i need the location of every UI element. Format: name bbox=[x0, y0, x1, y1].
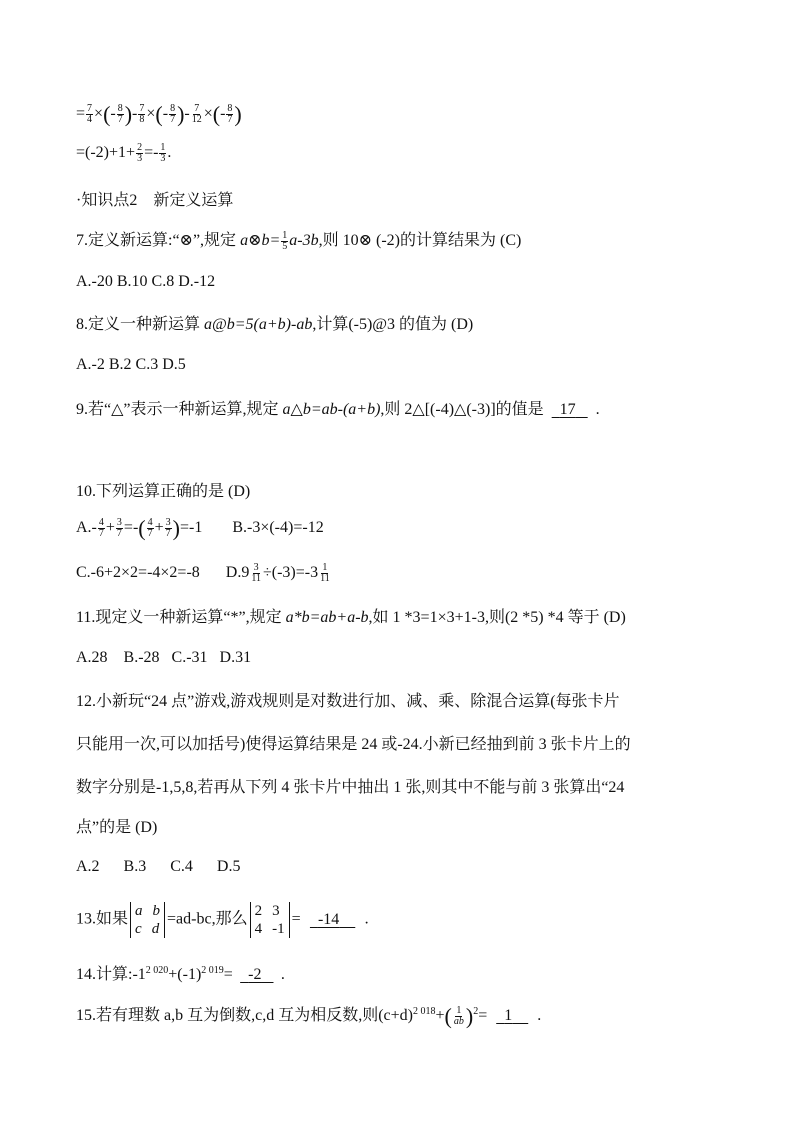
question-12-line-3: 数字分别是-1,5,8,若再从下列 4 张卡片中抽出 1 张,则其中不能与前 3 张算出“24 bbox=[76, 779, 625, 796]
fraction: $\frac{7}{4}$ bbox=[87, 102, 93, 125]
determinant: 2 3 4 -1 bbox=[250, 902, 290, 938]
question-13: 13.如果 a b c d =ad-bc,那么 2 3 4 -1 = -14 . bbox=[76, 903, 369, 937]
question-14: 14.计算$:-1^{2 020}+(-1)^{2 019}= -2$ . bbox=[76, 959, 285, 987]
fraction: $\frac{1}{3}$ bbox=[160, 141, 166, 164]
question-15: 15.若有理数 a,b 互为倒数,c,d 互为相反数,则$(c+d)^{2 018}+$( $\frac{1}{ab}$ )$^2$= 1 . bbox=[76, 1003, 542, 1029]
question-9: 9.若“△”表示一种新运算,规定 a△b=ab-(a+b),则 2△[(-4)△(-3)]的值是 17 . bbox=[76, 397, 600, 422]
option-b: B.-3×(-4)=-12 bbox=[232, 519, 324, 536]
question-7: 7.定义新运算:“⊗”,规定 a⊗b= $\frac{1}{5}$ a-3b,则 10⊗ (-2)的计算结果为 (C) bbox=[76, 229, 522, 252]
step-line-2: =(-2)+1+ $\frac{2}{3}$ =- $\frac{1}{3}$ . bbox=[76, 141, 172, 164]
question-12-line-1: 12.小新玩“24 点”游戏,游戏规则是对数进行加、减、乘、除混合运算(每张卡片 bbox=[76, 693, 620, 710]
question-10-options-cd: C.-6+2×2=-4×2=-8 D.9 $\frac{3}{11}$ ÷(-3)=-3 $\frac{1}{11}$ bbox=[76, 561, 330, 584]
answer-blank: 1 bbox=[504, 1007, 513, 1024]
question-11-options: A.28 B.-28 C.-31 D.31 bbox=[76, 649, 252, 666]
question-7-options: A.-20 B.10 C.8 D.-12 bbox=[76, 273, 216, 290]
question-12-line-2: 只能用一次,可以加括号)使得运算结果是 24 或-24.小新已经抽到前 3 张卡片上的 bbox=[76, 736, 631, 753]
question-8-options: A.-2 B.2 C.3 D.5 bbox=[76, 356, 186, 373]
answer-blank: -14 bbox=[317, 910, 340, 928]
determinant: a b c d bbox=[130, 902, 165, 938]
question-12-line-4: 点”的是 (D) bbox=[76, 819, 158, 836]
question-12-options: A.2 B.3 C.4 D.5 bbox=[76, 858, 241, 875]
fraction: $\frac{1}{5}$ bbox=[282, 229, 288, 252]
answer-blank: 17 bbox=[559, 401, 576, 418]
step-line-1: = $\frac{7}{4}$ ×(- $\frac{8}{7}$ )- $\frac{7}{8}$ ×(- $\frac{8}{7}$ )- $\frac{7}{12}$ ×(- $\frac{8}{7}$ ) bbox=[76, 101, 242, 127]
question-10: 10.下列运算正确的是 (D) bbox=[76, 483, 251, 500]
fraction: $\frac{2}{3}$ bbox=[137, 141, 143, 164]
question-8: 8.定义一种新运算 a@b=5(a+b)-ab,计算(-5)@3 的值为 (D) bbox=[76, 316, 474, 333]
question-11: 11.现定义一种新运算“*”,规定 a*b=ab+a-b,如 1 *3=1×3+1-3,则(2 *5) *4 等于 (D) bbox=[76, 609, 626, 626]
section-heading: ·知识点2 新定义运算 bbox=[76, 192, 234, 209]
question-10-options-ab: A.- $\frac{4}{7}$ + $\frac{3}{7}$ =-( $\frac{4}{7}$ + $\frac{3}{7}$ )=-1 B.-3×(-4)=-12 bbox=[76, 515, 324, 541]
answer-blank: -2 bbox=[248, 966, 262, 983]
